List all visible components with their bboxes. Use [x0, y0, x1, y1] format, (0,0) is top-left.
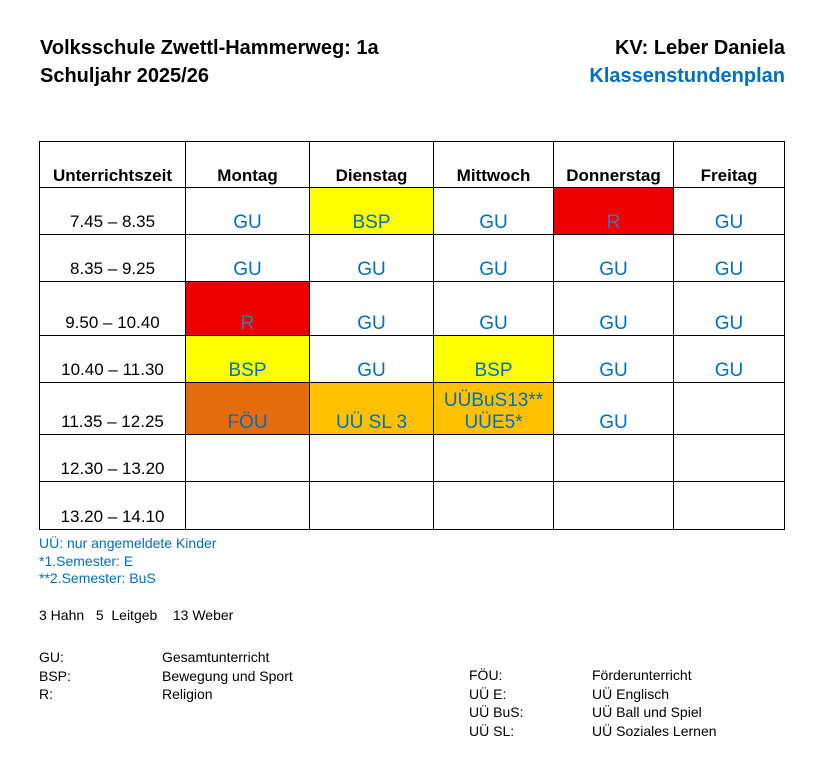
lesson-cell: GU: [554, 282, 674, 336]
note-line: *1.Semester: E: [39, 552, 134, 569]
legend-text: UÜ Ball und Spiel: [592, 704, 702, 720]
legend-right: [469, 666, 717, 740]
header-tuesday: Dienstag: [310, 142, 434, 188]
header-wednesday: Mittwoch: [434, 142, 554, 188]
lesson-cell: [674, 482, 785, 530]
lesson-cell: BSP: [186, 336, 310, 383]
lesson-label: R: [240, 313, 255, 334]
note-line: UÜ: nur angemeldete Kinder: [39, 535, 217, 551]
lesson-cell: GU: [434, 235, 554, 282]
lesson-cell: GU: [554, 336, 674, 383]
legend-abbr: BSP:: [39, 667, 71, 684]
teacher-numbers: 3 Hahn 5 Leitgeb 13 Weber: [39, 607, 234, 623]
lesson-label: UÜE5*: [464, 412, 523, 433]
legend-item: [469, 666, 717, 685]
lesson-cell: [310, 482, 434, 530]
legend-item: [39, 685, 293, 704]
notes: [39, 535, 216, 588]
legend-abbr: R:: [39, 686, 53, 702]
legend-item: [469, 703, 717, 722]
lesson-cell: GU: [554, 235, 674, 282]
table-row: [40, 435, 785, 482]
header-thursday: Donnerstag: [554, 142, 674, 188]
lesson-label: R: [606, 212, 621, 233]
table-row: [40, 188, 785, 235]
lesson-cell: [554, 482, 674, 530]
lesson-cell: UÜ SL 3: [310, 383, 434, 435]
lesson-cell: BSP: [310, 188, 434, 235]
lesson-cell: [186, 435, 310, 482]
legend-item: [39, 667, 293, 686]
lesson-cell: [674, 383, 785, 435]
header-time: Unterrichtszeit: [40, 142, 186, 188]
lesson-cell: GU: [674, 282, 785, 336]
table-row: [40, 383, 785, 435]
header-row: [40, 142, 785, 188]
lesson-cell: GU: [674, 188, 785, 235]
time-cell: 12.30 – 13.20: [40, 435, 186, 482]
lesson-cell: [310, 435, 434, 482]
lesson-cell: [434, 383, 554, 435]
lesson-cell: GU: [434, 282, 554, 336]
legend-item: [469, 685, 717, 704]
lesson-cell: [674, 435, 785, 482]
legend-text: Förderunterricht: [592, 667, 692, 683]
legend-abbr: UÜ BuS:: [469, 704, 524, 720]
lesson-cell: GU: [674, 336, 785, 383]
lesson-cell: FÖU: [186, 383, 310, 435]
time-cell: 9.50 – 10.40: [40, 282, 186, 336]
table-row: [40, 482, 785, 530]
lesson-cell: GU: [186, 188, 310, 235]
lesson-cell: GU: [186, 235, 310, 282]
lesson-cell: GU: [554, 383, 674, 435]
school-year: Schuljahr 2025/26: [40, 65, 209, 87]
time-cell: 11.35 – 12.25: [40, 383, 186, 435]
legend-abbr: UÜ E:: [469, 685, 507, 702]
legend-text: UÜ Soziales Lernen: [592, 722, 717, 739]
lesson-cell: GU: [310, 282, 434, 336]
legend-abbr: UÜ SL:: [469, 722, 515, 739]
legend-abbr: FÖU:: [469, 667, 503, 683]
lesson-cell: [186, 482, 310, 530]
timetable: [39, 141, 785, 530]
legend-text: Religion: [162, 686, 213, 702]
legend-abbr: GU:: [39, 649, 64, 665]
time-cell: 10.40 – 11.30: [40, 336, 186, 383]
lesson-cell: [434, 482, 554, 530]
time-cell: 13.20 – 14.10: [40, 482, 186, 530]
legend-text: Bewegung und Sport: [162, 667, 293, 684]
table-row: [40, 282, 785, 336]
table-row: [40, 235, 785, 282]
legend-item: [469, 722, 717, 741]
lesson-cell: [554, 435, 674, 482]
time-cell: 7.45 – 8.35: [40, 188, 186, 235]
lesson-cell: [186, 282, 310, 336]
header-monday: Montag: [186, 142, 310, 188]
lesson-cell: GU: [310, 336, 434, 383]
lesson-cell: [554, 188, 674, 235]
lesson-cell: GU: [310, 235, 434, 282]
lesson-cell: [434, 435, 554, 482]
note-line: **2.Semester: BuS: [39, 570, 156, 586]
legend-text: Gesamtunterricht: [162, 649, 270, 665]
lesson-cell: BSP: [434, 336, 554, 383]
lesson-label: UÜBuS13**: [443, 390, 544, 411]
plan-title: Klassenstundenplan: [589, 65, 785, 87]
class-teacher: KV: Leber Daniela: [614, 37, 785, 59]
school-title: Volksschule Zwettl-Hammerweg: 1a: [40, 37, 379, 59]
lesson-cell: GU: [434, 188, 554, 235]
table-row: [40, 336, 785, 383]
legend-left: [39, 648, 293, 704]
legend-text: UÜ Englisch: [592, 685, 670, 702]
lesson-cell: GU: [674, 235, 785, 282]
time-cell: 8.35 – 9.25: [40, 235, 186, 282]
legend-item: [39, 648, 293, 667]
header-friday: Freitag: [674, 142, 785, 188]
